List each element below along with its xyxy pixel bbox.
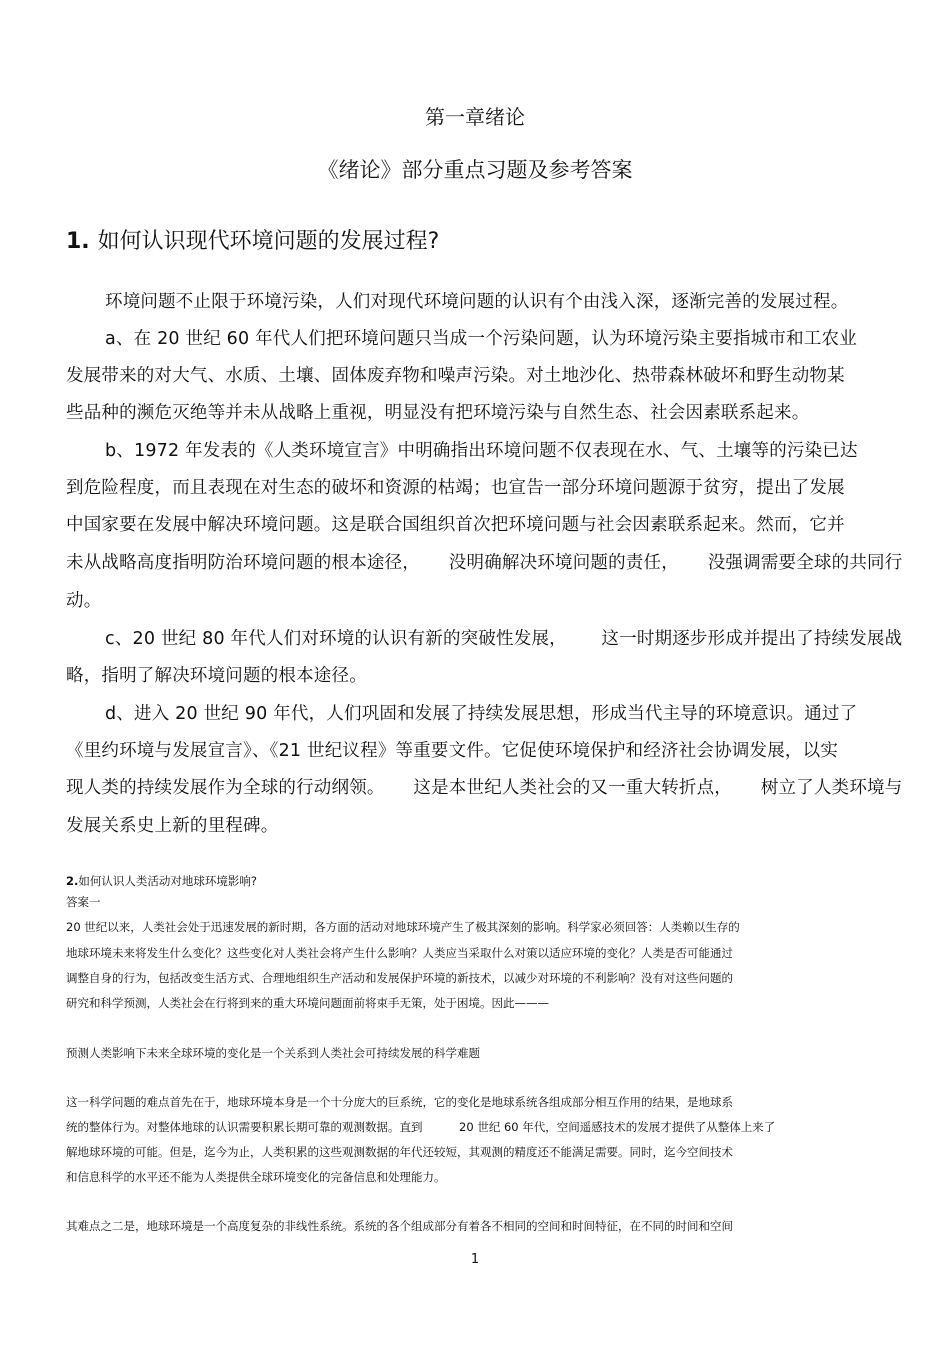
page-subtitle: 《绪论》部分重点习题及参考答案 [317,158,633,182]
q1-line: 发展关系史上新的里程碑。 [66,816,279,836]
chapter-title: 第一章绪论 [425,105,525,129]
q2-line: 20 世纪以来，人类社会处于迅速发展的新时期，各方面的活动对地球环境产生了极其深刻的影响。科学家必须回答：人类赖以生存的 [66,920,740,934]
q1-line: 些品种的濒危灭绝等并未从战略上重视，明显没有把环境污染与自然生态、社会因素联系起来。 [66,403,810,423]
q2-line: 地球环境未来将发生什么变化？这些变化对人类社会将产生什么影响？人类应当采取什么对策以适应环境的变化？人类是否可能通过 [66,946,733,960]
question-2-title: 如何认识人类活动对地球环境影响? [78,874,257,888]
q2-line: 其难点之二是，地球环境是一个高度复杂的非线性系统。系统的各个组成部分有着各不相同的空间和时间特征，在不同的时间和空间 [66,1219,733,1233]
q2-line: 研究和科学预测，人类社会在行将到来的重大环境问题面前将束手无策，处于困境。因此——— [66,996,549,1010]
question-2-number: 2. [66,874,79,888]
q2-line: 统的整体行为。对整体地球的认识需要积累长期可靠的观测数据。直到 20 世纪 60 年代，空间遥感技术的发展才提供了从整体上来了 [66,1120,776,1134]
q1-line: 《里约环境与发展宣言》、《21 世纪议程》等重要文件。它促使环境保护和经济社会协调发展，以实 [66,741,839,761]
q1-line: 现人类的持续发展作为全球的行动纲领。 这是本世纪人类社会的又一重大转折点， 树立了人类环境与 [66,778,903,798]
question-2-heading [66,873,257,889]
q1-line: b、1972 年发表的《人类环境宣言》中明确指出环境问题不仅表现在水、气、土壤等的污染已达 [105,441,858,461]
q1-line: a、在 20 世纪 60 年代人们把环境问题只当成一个污染问题，认为环境污染主要指城市和工农业 [105,329,857,349]
q2-line: 解地球环境的可能。但是，迄今为止，人类积累的这些观测数据的年代还较短，其观测的精度还不能满足需要。同时，迄今空间技术 [66,1145,733,1159]
q1-line: 发展带来的对大气、水质、土壤、固体废弃物和噪声污染。对土地沙化、热带森林破坏和野生动物某 [66,366,845,386]
q1-line: 到危险程度，而且表现在对生态的破坏和资源的枯竭；也宣告一部分环境问题源于贫穷，提出了发展 [66,478,845,498]
answer-label: 答案一 [66,895,101,909]
question-1-heading [66,224,439,255]
q2-line: 这一科学问题的难点首先在于，地球环境本身是一个十分庞大的巨系统，它的变化是地球系统各组成部分相互作用的结果，是地球系 [66,1095,733,1109]
q1-line: c、20 世纪 80 年代人们对环境的认识有新的突破性发展， 这一时期逐步形成并提出了持续发展战 [105,629,903,649]
page-number: 1 [470,1252,480,1267]
q1-line: 中国家要在发展中解决环境问题。这是联合国组织首次把环境问题与社会因素联系起来。然而，它并 [66,515,845,535]
q1-line: 略，指明了解决环境问题的根本途径。 [66,666,367,686]
question-1-number: 1. [66,229,90,254]
question-1-title: 如何认识现代环境问题的发展过程? [97,229,440,254]
q2-line: 调整自身的行为，包括改变生活方式、合理地组织生产活动和发展保护环境的新技术，以减少对环境的不利影响？没有对这些问题的 [66,971,733,985]
q2-line: 和信息科学的水平还不能为人类提供全球环境变化的完备信息和处理能力。 [66,1170,446,1184]
q2-line: 预测人类影响下未来全球环境的变化是一个关系到人类社会可持续发展的科学难题 [66,1046,480,1060]
q1-line: 环境问题不止限于环境污染，人们对现代环境问题的认识有个由浅入深，逐渐完善的发展过程。 [105,292,849,312]
q1-line: 动。 [66,591,102,611]
q1-line: 未从战略高度指明防治环境问题的根本途径， 没明确解决环境问题的责任， 没强调需要全球的共同行 [66,553,903,573]
q1-line: d、进入 20 世纪 90 年代，人们巩固和发展了持续发展思想，形成当代主导的环境意识。通过了 [105,704,858,724]
